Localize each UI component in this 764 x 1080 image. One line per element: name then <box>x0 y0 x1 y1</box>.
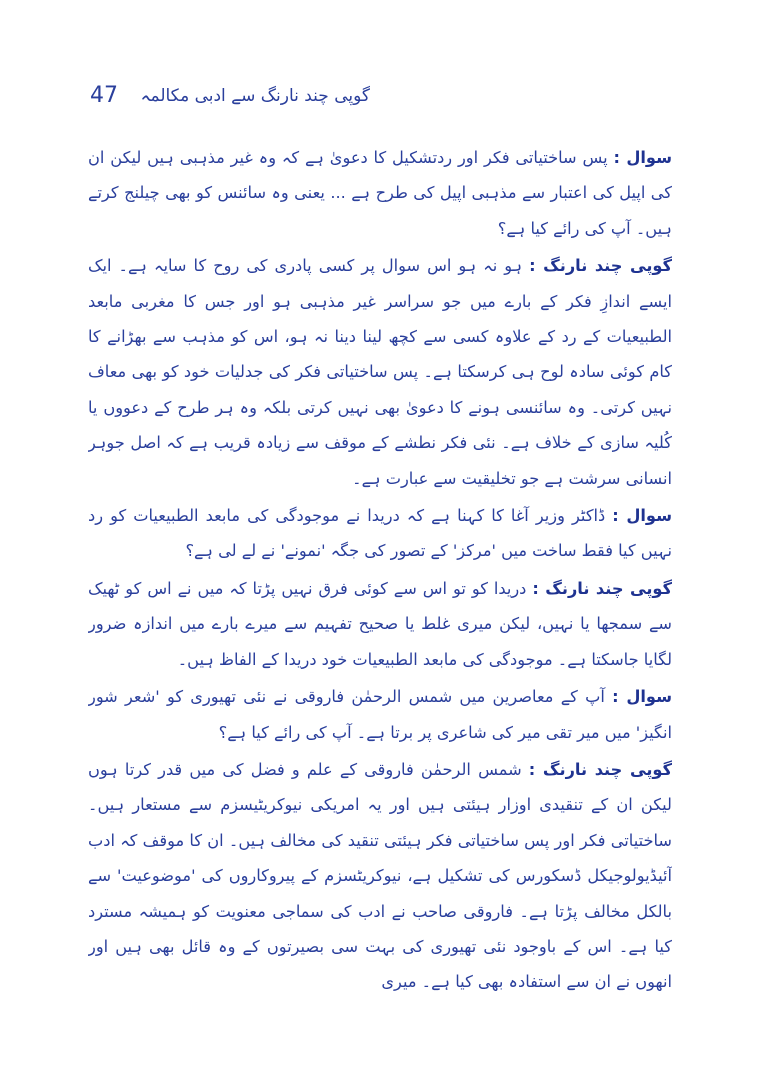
answer-paragraph <box>88 752 672 1000</box>
paragraph-text: پس ساختیاتی فکر اور ردتشکیل کا دعویٰ ہے کہ وہ غیر مذہبی ہیں لیکن ان کی اپیل کی اعتبار سے مذہبی اپیل کی طرح ہے ... یعنی وہ سائنس کو بھی چیلنج کرتے ہیں۔ آپ کی رائے کیا ہے؟ <box>88 148 672 238</box>
answer-paragraph <box>88 248 672 496</box>
question-paragraph <box>88 140 672 246</box>
speaker-label: سوال : <box>612 687 672 707</box>
answer-paragraph <box>88 571 672 677</box>
paragraph-text: ڈاکٹر وزیر آغا کا کہنا ہے کہ دریدا نے موجودگی کی مابعد الطبیعیات کو رد نہیں کیا فقط ساخت میں 'مرکز' کے تصور کی جگہ 'نمونے' نے لے لی ہے؟ <box>88 506 672 561</box>
paragraph-text: دریدا کو تو اس سے کوئی فرق نہیں پڑتا کہ میں نے اس کو ٹھیک سے سمجھا یا نہیں، لیکن میری غلط یا صحیح تفہیم سے میرے بارے میں اندازہ ضرور لگایا جاسکتا ہے۔ موجودگی کی مابعد الطبیعیات خود دریدا کے الفاظ ہیں۔ <box>88 578 672 669</box>
question-paragraph <box>88 679 672 750</box>
speaker-label: گوپی چند نارنگ : <box>528 759 672 779</box>
page-number: 47 <box>90 83 118 108</box>
book-title: گوپی چند نارنگ سے ادبی مکالمہ <box>140 86 370 106</box>
paragraph-text: ہو نہ ہو اس سوال پر کسی پادری کی روح کا سایہ ہے۔ ایک ایسے اندازِ فکر کے بارے میں جو سراسر غیر مذہبی ہو اور جس کا مغربی مابعد الطبیعیات کے رد کے علاوہ کسی سے کچھ لینا دینا نہ ہو، اس کو مذہب سے بھڑانے کا کام کوئی سادہ لوح ہی کرسکتا ہے۔ پس ساختیاتی فکر کی جدلیات خود کو بھی معاف نہیں کرتی۔ وہ سائنسی ہونے کا دعویٰ بھی نہیں کرتی بلکہ وہ ہر طرح کے دعووں یا کُلیہ سازی کے خلاف ہے۔ نئی فکر نطشے کے موقف سے زیادہ قریب ہے کہ اصل جوہر انسانی سرشت ہے جو تخلیقیت سے عبارت ہے۔ <box>88 256 672 488</box>
speaker-label: گوپی چند نارنگ : <box>532 578 672 598</box>
speaker-label: گوپی چند نارنگ : <box>529 256 672 276</box>
speaker-label: سوال : <box>613 148 672 167</box>
running-head <box>90 80 370 112</box>
interview-text <box>88 140 672 1060</box>
paragraph-text: شمس الرحمٰن فاروقی کے علم و فضل کی میں قدر کرتا ہوں لیکن ان کے تنقیدی اوزار ہیئتی ہیں اور یہ امریکی نیوکریٹیسزم سے مستعار ہیں۔ ساختیاتی فکر اور پس ساختیاتی فکر ہیئتی تنقید کی مخالف ہیں۔ ان کا موقف کہ ادب آئیڈیولوجیکل ڈسکورس کی تشکیل ہے، نیوکریٹسزم کے پیروکاروں کی 'موضوعیت' سے بالکل مخالف پڑتا ہے۔ فاروقی صاحب نے ادب کی سماجی معنویت کو ہمیشہ مسترد کیا ہے۔ اس کے باوجود نئی تھیوری کی بہت سی بصیرتوں کے وہ قائل بھی ہیں اور انھوں نے ان سے استفادہ بھی کیا ہے۔ میری <box>88 759 672 992</box>
question-paragraph <box>88 498 672 569</box>
speaker-label: سوال : <box>612 506 672 526</box>
paragraph-text: آپ کے معاصرین میں شمس الرحمٰن فاروقی نے نئی تھیوری کو 'شعر شور انگیز' میں میر تقی میر کی شاعری پر برتا ہے۔ آپ کی رائے کیا ہے؟ <box>88 687 672 742</box>
